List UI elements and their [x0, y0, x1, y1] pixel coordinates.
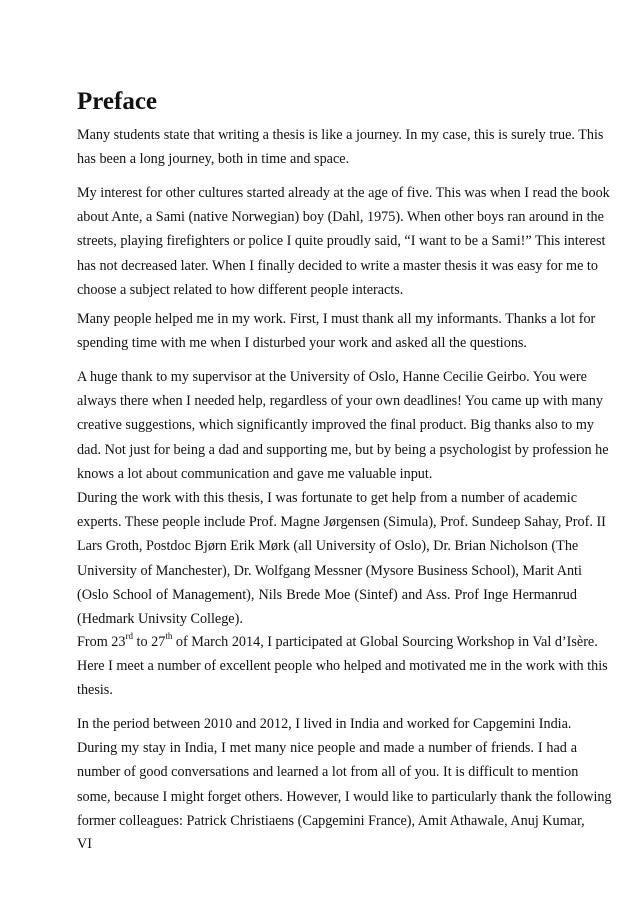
text-line: Here I meet a number of excellent people who helped and motivated me in the work with this [77, 658, 608, 675]
ordinal-superscript: th [165, 631, 173, 642]
paragraph-workshop [77, 630, 608, 703]
text-line: Many students state that writing a thesis is like a journey. In my case, this is surely true. This [77, 127, 604, 143]
page-title: Preface [77, 88, 158, 115]
text-line: has not decreased later. When I finally decided to write a master thesis it was easy for me to [77, 257, 598, 274]
text-line: experts. These people include Prof. Magne Jørgensen (Simula), Prof. Sundeep Sahay, Prof. II [77, 514, 606, 531]
text-line: (Oslo School of Management), Nils Brede Moe (Sintef) and Ass. Prof Inge Hermanrud [77, 586, 577, 603]
text-line: Many people helped me in my work. First, I must thank all my informants. Thanks a lot for [77, 311, 596, 327]
text-segment: From 23 [77, 634, 126, 650]
text-line: former colleagues: Patrick Christiaens (Capgemini France), Amit Athawale, Anuj Kumar, [77, 812, 585, 829]
text-line: During my stay in India, I met many nice people and made a number of friends. I had a [77, 740, 577, 757]
text-line: Lars Groth, Postdoc Bjørn Erik Mørk (all University of Oslo), Dr. Brian Nicholson (The [77, 538, 579, 555]
text-line: about Ante, a Sami (native Norwegian) boy (Dahl, 1975). When other boys ran around in the [77, 209, 604, 226]
text-line: In the period between 2010 and 2012, I lived in India and worked for Capgemini India. [77, 716, 572, 732]
paragraph-supervisor [77, 365, 609, 486]
text-line: has been a long journey, both in time and space. [77, 151, 350, 168]
paragraph-interest [77, 181, 610, 302]
text-segment: of March 2014, I participated at Global Sourcing Workshop in Val d’Isère. [172, 634, 598, 650]
text-line: University of Manchester), Dr. Wolfgang Messner (Mysore Business School), Marit Anti [77, 562, 582, 579]
page-number: VI [77, 836, 92, 852]
text-line: always there when I needed help, regardless of your own deadlines! You came up with many [77, 393, 603, 410]
text-line: (Hedmark Univsity College). [77, 610, 243, 627]
text-line: My interest for other cultures started already at the age of five. This was when I read the book [77, 185, 610, 201]
text-line: creative suggestions, which significantly improved the final product. Big thanks also to my [77, 417, 594, 434]
text-line: number of good conversations and learned a lot from all of you. It is difficult to mention [77, 764, 579, 781]
text-line: choose a subject related to how different people interacts. [77, 281, 404, 298]
paragraph-informants [77, 307, 596, 355]
ordinal-superscript: rd [125, 631, 133, 642]
text-line: some, because I might forget others. However, I would like to particularly thank the following [77, 788, 612, 805]
text-segment: to 27 [132, 634, 166, 650]
paragraph-experts [77, 486, 606, 631]
text-line: During the work with this thesis, I was fortunate to get help from a number of academic [77, 490, 577, 506]
text-line: spending time with me when I disturbed your work and asked all the questions. [77, 335, 527, 352]
paragraph-journey [77, 123, 604, 171]
paragraph-india [77, 712, 612, 833]
text-line: thesis. [77, 682, 113, 699]
text-line: knows a lot about communication and gave me valuable input. [77, 465, 433, 482]
text-line: streets, playing firefighters or police I quite proudly said, “I want to be a Sami!” This interest [77, 233, 606, 250]
text-line: dad. Not just for being a dad and supporting me, but by being a psychologist by profession he [77, 441, 609, 458]
text-line [77, 630, 598, 654]
text-line: A huge thank to my supervisor at the University of Oslo, Hanne Cecilie Geirbo. You were [77, 369, 587, 385]
